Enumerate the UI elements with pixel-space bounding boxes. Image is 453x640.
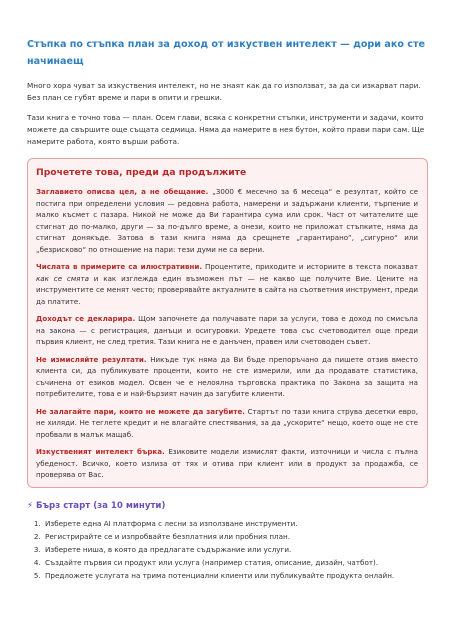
warning-heading: Прочетете това, преди да продължите xyxy=(36,167,247,178)
warning-item-text: Никъде тук няма да Ви бъде препоръчано да пишете отзив вместо клиента си, да публикувате проценти, които не сте измерили, или да продавате статистика, съчинена от езиков модел. Освен че е нелоялна търговска практика по Закона за защита на потребителите, това е и най-бързият начин да загубите клиенти. xyxy=(36,354,419,398)
warning-box xyxy=(27,158,428,488)
warning-item-lead: Изкуственият интелект бърка. xyxy=(36,447,165,456)
warning-item-text: Щом започнете да получавате пари за услуги, това е доход по смисъла на закона — с регистрация, данъци и осигуровки. Уредете това със счетоводител още преди първия клиент, не след третия. Тази книга не е данъчен, правен или счетоводен съвет. xyxy=(36,314,418,346)
quickstart-heading xyxy=(27,499,428,513)
lightning-icon: ⚡ xyxy=(27,500,34,511)
warning-item-lead: Не залагайте пари, които не можете да загубите. xyxy=(36,406,245,416)
intro-paragraph-1: Много хора чуват за изкуствения интелект, но не знаят как да го използват, за да си изкарват пари. Без план се губят време и пари в опити и грешки. xyxy=(27,81,421,102)
list-item: 3. Изберете ниша, в която да предлагате съдържание или услуги. xyxy=(43,543,428,556)
warning-item-text: и как изглежда един възможен път — не какво ще получите Вие. Цените на инструментите се менят често; проверявайте актуалните в сайта на съответния инструмент, преди да платите. xyxy=(36,273,418,306)
quickstart-steps xyxy=(27,517,428,582)
intro-paragraph-2: Тази книга е точно това — план. Осем глави, всяка с конкретни стъпки, инструменти и задачи, които можете да свършите още същата седмица. Няма да намерите в нея бутон, който прави пари сам. Ще намерите работа, която върши работа. xyxy=(27,113,425,146)
warning-item-examples xyxy=(36,261,418,307)
warning-item-goal xyxy=(36,186,418,255)
warning-item-lead: Доходът се декларира. xyxy=(36,314,136,323)
warning-item-text: „3000 € месечно за 6 месеца“ е резултат, който се постига при определени условия — редовна работа, намерени и задържани клиенти, търпение и малко късмет с пазара. Никой не може да Ви гарантира сума или срок. Част от читателите ще стигнат до по-малко, други — за по-дълго време, а онези, които не приложат стъпките, няма да стигнат донякъде. Затова в тази книга няма да срещнете „гарантирано“, „сигурно“ или „безрисково“ по отношение на пари: тези думи не са верни. xyxy=(36,187,418,254)
warning-item-text: Езиковите модели измислят факти, източници и числа с пълна убеденост. Всичко, което излиза от тях и отива при клиент или в продукт за продажба, се проверява от Вас. xyxy=(36,447,418,479)
list-item: 2. Регистрирайте се и изпробвайте безплатния или пробния план. xyxy=(43,530,428,543)
warning-item-text: Стартът по тази книга струва десетки евро, не хиляди. Не теглете кредит и не влагайте спестявания, за да „ускорите“ нещо, което още не сте пробвали в малък мащаб. xyxy=(36,406,418,439)
warning-item-lead: Заглавието описва цел, а не обещание. xyxy=(36,187,209,196)
warning-item-ai-errors xyxy=(36,446,418,481)
warning-item-emphasis: как се смята xyxy=(36,273,89,283)
warning-item-lead: Числата в примерите са илюстративни. xyxy=(36,262,203,271)
list-item: 5. Предложете услугата на трима потенциални клиенти или публикувайте продукта онлайн. xyxy=(43,569,428,582)
page-title: Стъпка по стъпка план за доход от изкуствен интелект — дори ако сте начинаещ xyxy=(27,39,426,67)
warning-item-money xyxy=(36,406,418,441)
quickstart-heading-text: Бърз старт (за 10 минути) xyxy=(36,500,166,511)
warning-item-lead: Не измисляйте резултати. xyxy=(36,354,147,364)
warning-item-results xyxy=(36,354,418,400)
list-item: 1. Изберете една AI платформа с лесни за използване инструменти. xyxy=(43,517,428,530)
warning-item-income xyxy=(36,313,418,348)
list-item: 4. Създайте първия си продукт или услуга (например статия, описание, дизайн, чатбот). xyxy=(43,556,428,569)
warning-item-text: Процентите, приходите и историите в текста показват xyxy=(202,262,418,271)
